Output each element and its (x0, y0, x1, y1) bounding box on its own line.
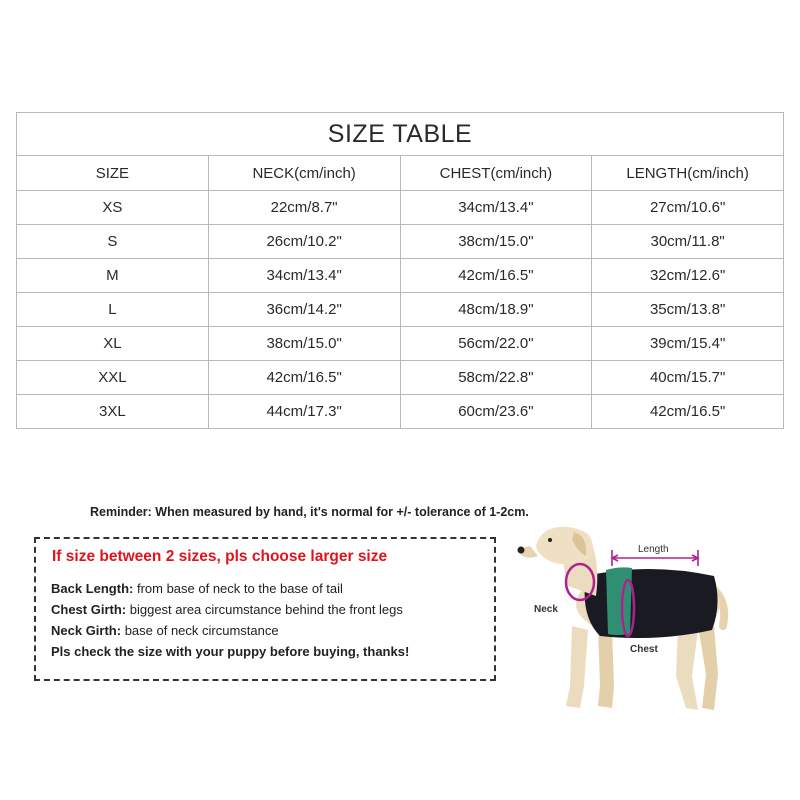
dog-coat-icon (585, 569, 718, 638)
header-row (17, 156, 784, 191)
length-cell: 35cm/13.8" (592, 293, 784, 327)
size-cell: XS (17, 191, 209, 225)
dog-hind-leg-icon (676, 626, 698, 710)
chest-girth-text: biggest area circumstance behind the front legs (126, 602, 403, 617)
size-cell: 3XL (17, 395, 209, 429)
dog-hind-leg-icon (698, 626, 718, 710)
chest-girth-note (51, 602, 403, 617)
chest-cell: 34cm/13.4" (400, 191, 592, 225)
size-warning: If size between 2 sizes, pls choose larger size (52, 548, 388, 565)
chest-cell: 60cm/23.6" (400, 395, 592, 429)
size-cell: XL (17, 327, 209, 361)
chest-girth-label: Chest Girth: (51, 602, 127, 617)
table-row (17, 259, 784, 293)
table-row (17, 191, 784, 225)
sizing-notes-box (34, 537, 496, 681)
length-label: Length (638, 544, 669, 555)
coat-green-panel-icon (606, 567, 632, 635)
neck-cell: 42cm/16.5" (208, 361, 400, 395)
neck-cell: 44cm/17.3" (208, 395, 400, 429)
measurement-reminder: Reminder: When measured by hand, it's normal for +/- tolerance of 1-2cm. (90, 505, 529, 519)
table-title: SIZE TABLE (17, 113, 784, 156)
length-cell: 27cm/10.6" (592, 191, 784, 225)
dog-measurement-figure (508, 526, 768, 726)
column-header-length: LENGTH(cm/inch) (592, 156, 784, 191)
chest-cell: 42cm/16.5" (400, 259, 592, 293)
dog-eye-icon (548, 538, 552, 542)
neck-cell: 38cm/15.0" (208, 327, 400, 361)
back-length-note (51, 581, 343, 596)
neck-girth-text: base of neck circumstance (121, 623, 279, 638)
column-header-chest: CHEST(cm/inch) (400, 156, 592, 191)
neck-girth-note (51, 623, 279, 638)
table-row (17, 293, 784, 327)
column-header-size: SIZE (17, 156, 209, 191)
table-row (17, 395, 784, 429)
neck-cell: 34cm/13.4" (208, 259, 400, 293)
neck-cell: 22cm/8.7" (208, 191, 400, 225)
length-cell: 42cm/16.5" (592, 395, 784, 429)
neck-label: Neck (534, 604, 558, 615)
dog-nose-icon (518, 547, 525, 554)
size-cell: XXL (17, 361, 209, 395)
chest-cell: 48cm/18.9" (400, 293, 592, 327)
back-length-label: Back Length: (51, 581, 134, 596)
table-row (17, 361, 784, 395)
size-table (16, 112, 784, 429)
neck-cell: 36cm/14.2" (208, 293, 400, 327)
column-header-neck: NECK(cm/inch) (208, 156, 400, 191)
chest-label: Chest (630, 644, 658, 655)
chest-cell: 58cm/22.8" (400, 361, 592, 395)
neck-cell: 26cm/10.2" (208, 225, 400, 259)
size-cell: L (17, 293, 209, 327)
neck-girth-label: Neck Girth: (51, 623, 122, 638)
check-size-text: Pls check the size with your puppy before buying, thanks! (51, 644, 410, 659)
size-cell: S (17, 225, 209, 259)
table-row (17, 327, 784, 361)
length-cell: 39cm/15.4" (592, 327, 784, 361)
length-cell: 32cm/12.6" (592, 259, 784, 293)
dog-front-leg-icon (598, 626, 614, 708)
length-cell: 40cm/15.7" (592, 361, 784, 395)
dog-front-leg-icon (566, 626, 588, 708)
table-row (17, 225, 784, 259)
length-cell: 30cm/11.8" (592, 225, 784, 259)
back-length-text: from base of neck to the base of tail (133, 581, 343, 596)
chest-cell: 38cm/15.0" (400, 225, 592, 259)
check-size-note (51, 644, 409, 659)
size-cell: M (17, 259, 209, 293)
chest-cell: 56cm/22.0" (400, 327, 592, 361)
